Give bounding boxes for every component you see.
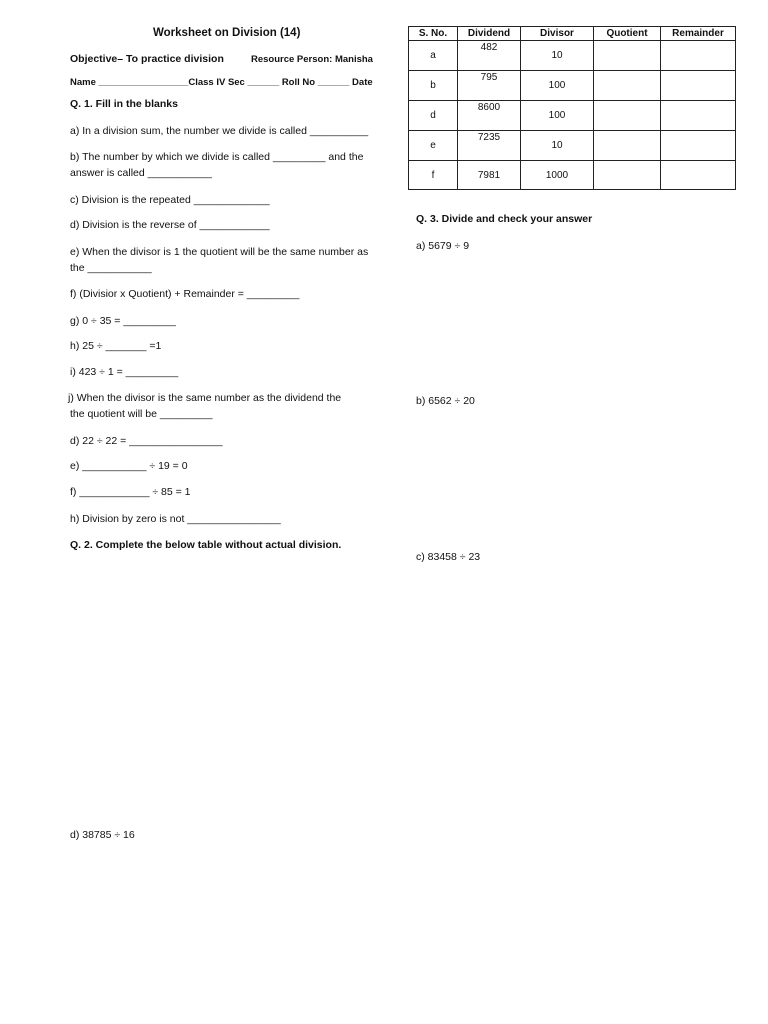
q3-heading: Q. 3. Divide and check your answer: [416, 213, 593, 225]
division-table: [408, 26, 736, 190]
q1-item-a: a) In a division sum, the number we divide is called __________: [70, 125, 369, 137]
q1-item-j: j) When the divisor is the same number as the dividend the: [68, 392, 342, 404]
table-row: [409, 41, 736, 71]
q1-item-d: d) Division is the reverse of ____________: [70, 219, 270, 231]
table-row: [409, 161, 736, 190]
q1-item-j-cont: the quotient will be _________: [70, 408, 213, 420]
cell-quotient: [594, 101, 661, 131]
q1-item-g: g) 0 ÷ 35 = _________: [70, 315, 176, 327]
cell-remainder: [661, 71, 736, 101]
cell-sno: d: [409, 101, 458, 131]
cell-divisor: 100: [521, 101, 594, 131]
worksheet-title: Worksheet on Division (14): [153, 27, 301, 39]
cell-dividend: 8600: [458, 101, 521, 131]
student-info-line: Name _________________Class IV Sec ______ Roll No ______ Date: [70, 77, 373, 88]
q1-item-b-cont: answer is called ___________: [70, 167, 212, 179]
q1-item-f: f) (Divisior x Quotient) + Remainder = _________: [70, 288, 300, 300]
cell-quotient: [594, 41, 661, 71]
cell-dividend: 482: [458, 41, 521, 71]
q1-item-i: i) 423 ÷ 1 = _________: [70, 366, 179, 378]
q3-problem-c: c) 83458 ÷ 23: [416, 551, 481, 563]
header-remainder: Remainder: [661, 27, 736, 41]
q1-item-e: e) When the divisor is 1 the quotient will be the same number as: [70, 246, 369, 258]
cell-divisor: 10: [521, 41, 594, 71]
q3-problem-b: b) 6562 ÷ 20: [416, 395, 475, 407]
cell-sno: e: [409, 131, 458, 161]
q1-item-e-cont: the ___________: [70, 262, 152, 274]
cell-dividend: 795: [458, 71, 521, 101]
cell-divisor: 10: [521, 131, 594, 161]
q1-item-b: b) The number by which we divide is called _________ and the: [70, 151, 364, 163]
q1-item-h: h) 25 ÷ _______ =1: [70, 340, 162, 352]
table-row: [409, 71, 736, 101]
q2-heading: Q. 2. Complete the below table without actual division.: [70, 539, 342, 551]
table-row: [409, 101, 736, 131]
cell-divisor: 100: [521, 71, 594, 101]
cell-sno: f: [409, 161, 458, 190]
cell-remainder: [661, 41, 736, 71]
header-quotient: Quotient: [594, 27, 661, 41]
q1-item-d2: d) 22 ÷ 22 = ________________: [70, 435, 223, 447]
table-row: [409, 131, 736, 161]
q1-item-f2: f) ____________ ÷ 85 = 1: [70, 486, 191, 498]
header-divisor: Divisor: [521, 27, 594, 41]
q3-problem-a: a) 5679 ÷ 9: [416, 240, 470, 252]
cell-quotient: [594, 71, 661, 101]
cell-dividend: 7235: [458, 131, 521, 161]
q1-item-h2: h) Division by zero is not ________________: [70, 513, 281, 525]
q1-item-c: c) Division is the repeated _____________: [70, 194, 270, 206]
cell-dividend: 7981: [458, 161, 521, 190]
objective-text: Objective– To practice division: [70, 53, 224, 65]
cell-divisor: 1000: [521, 161, 594, 190]
cell-remainder: [661, 161, 736, 190]
q1-item-e2: e) ___________ ÷ 19 = 0: [70, 460, 188, 472]
cell-remainder: [661, 131, 736, 161]
cell-sno: b: [409, 71, 458, 101]
resource-person: Resource Person: Manisha: [251, 54, 373, 65]
q1-heading: Q. 1. Fill in the blanks: [70, 98, 178, 110]
cell-sno: a: [409, 41, 458, 71]
cell-quotient: [594, 161, 661, 190]
q3-problem-d: d) 38785 ÷ 16: [70, 829, 135, 841]
header-sno: S. No.: [409, 27, 458, 41]
header-dividend: Dividend: [458, 27, 521, 41]
cell-remainder: [661, 101, 736, 131]
table-header-row: [409, 27, 736, 41]
cell-quotient: [594, 131, 661, 161]
